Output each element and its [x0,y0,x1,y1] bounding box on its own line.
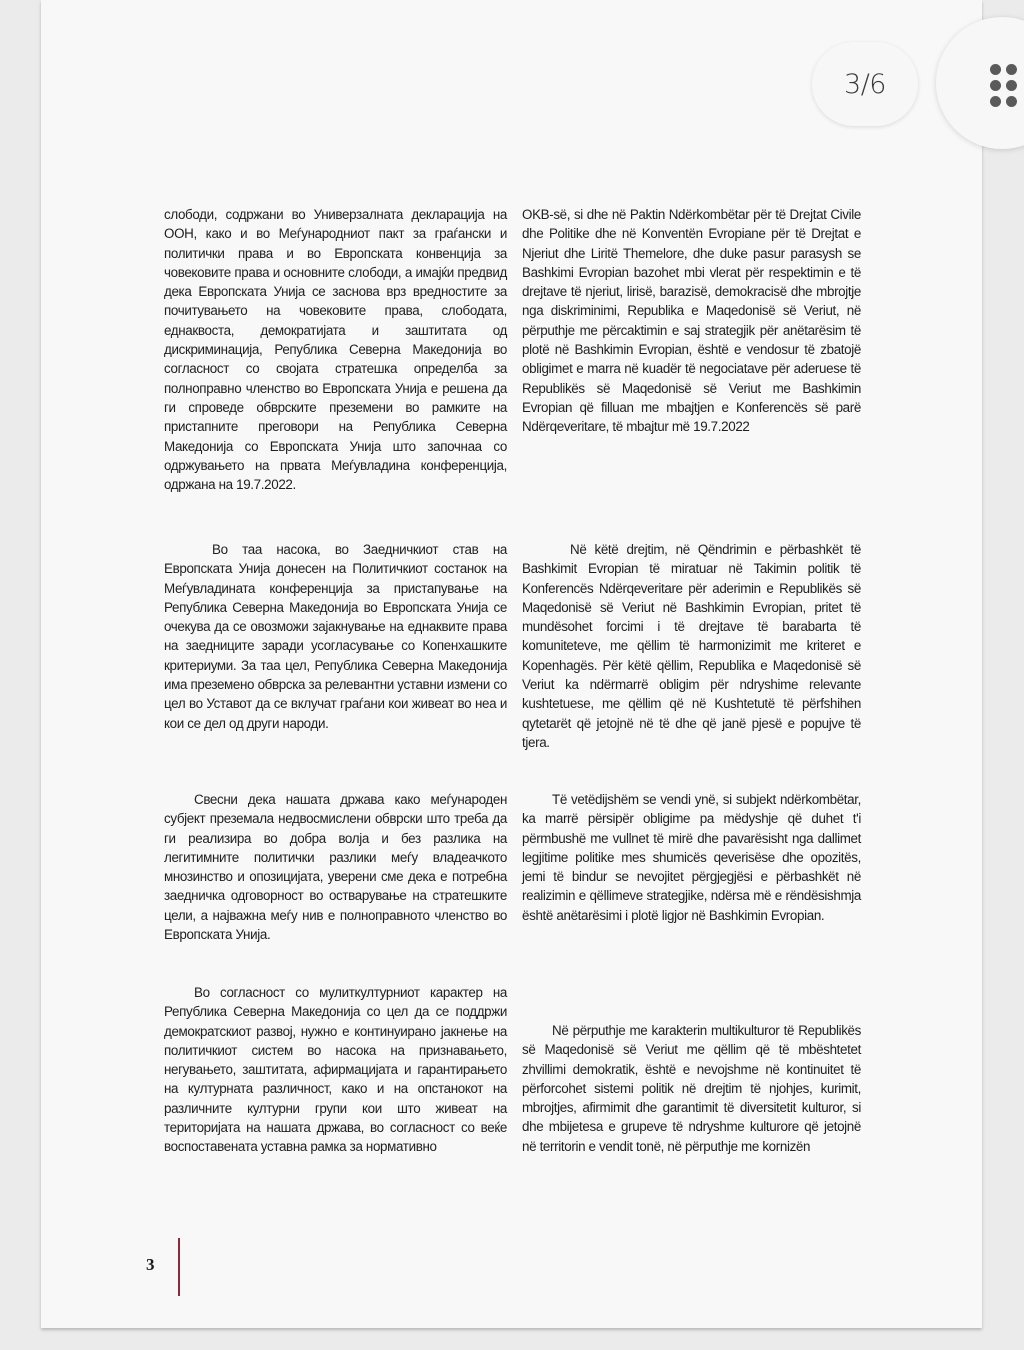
sq-paragraph-1: OKB-së, si dhe në Paktin Ndërkombëtar për të Drejtat Civile dhe Politike dhe në Konventën Evropiane për të Drejtat e Njeriut dhe Liritë Themelore, dhe duke pasur parasysh se Bashkimi Evropian bazohet mbi vlerat për respektimin e të drejtave të njeriut, lirisë, barazisë, demokracisë dhe mbrojtje nga diskriminimi, Republika e Maqedonisë së Veriut, në përputhje me përcaktimin e saj strategjik për anëtarësim të plotë në Bashkimin Evropian, është e vendosur të zbatojë obligimet e marra në kuadër të negociatave për aderuese të Republikës së Maqedonisë së Veriut me Bashkimin Evropian që filluan me mbajtjen e Konferencës së parë Ndërqeveritare, të mbajtur më 19.7.2022 [522,207,861,435]
mk-paragraph-1: слободи, содржани во Универзалната декларација на ООН, како и во Меѓународниот пакт за граѓански и политички права и во Европската конвенција за човековите права и основните слободи, а имајќи предвид дека Европската Унија се заснова врз вредностите за почитувањето на човековите права, слободата, еднаквоста, демократијата и заштитата од дискриминација, Република Северна Македонија во согласност со својата стратешка определба за полноправно членство во Европската Унија е решена да ги спроведе обврските преземени во рамките на пристапните преговори на Република Северна Македонија со Европската Унија што започнаа со одржувањето на првата Меѓувладина конференција, одржана на 19.7.2022. [164,207,507,493]
footer-divider [178,1238,180,1296]
mk-paragraph-4: Во согласност со мулиткултурниот карактер на Република Северна Македонија со цел да се поддржи демократскиот развој, нужно е континуирано јакнење на политичкиот систем во насока на признавањето, негувањето, заштитата, афирмацијата и гарантирањето на културната различност, како и на опстанокот на различните културни групи кои што живеат на територијата на нашата држава, во согласност со веќе воспоставената уставна рамка за нормативно [164,985,507,1155]
sq-paragraph-3: Të vetëdijshëm se vendi ynë, si subjekt ndërkombëtar, ka marrë përsipër obligime pa mëdyshje që duhet t'i përmbushë me vullnet të mirë dhe pavarësisht nga dallimet legjitime politike mes shumicës qeverisëse dhe opozitës, jemi të bindur se nevojitet përgjegjësi e përbashkët në realizimin e qëllimeve strategjike, ndërsa më e rëndësishmja është anëtarësimi i plotë ligjor në Bashkimin Evropian. [522,792,861,923]
dot [1006,64,1017,75]
sq-paragraph-2: Në këtë drejtim, në Qëndrimin e përbashkët të Bashkimit Evropian të miratuar në Takimin politik të Konferencës Ndërqeveritare për aderimin e Republikës së Maqedonisë së Veriut në Bashkimin Evropian, pritet të mundësohet forcimi i të drejtave të barabarta të komuniteteve, me qëllim të harmonizimit me kriteret e Kopenhagës. Për këtë qëllim, Republika e Maqedonisë së Veriut ka ndërmarrë obligim për ndryshime relevante kushtetuese, me qëllim që në Kushtetutë të përfshihen qytetarët që jetojnë në të dhe që janë pjesë e popujve të tjera. [522,542,861,750]
mk-paragraph-3: Свесни дека нашата држава како меѓународен субјект преземала недвосмислени обврски што треба да ги реализира во добра волја и без разлика на легитимните политички разлики меѓу владеачкото мнозинство и опозицијата, уверени сме дека е потребна заедничка одговорност во остварување на стратешките цели, а најважна меѓу нив е полноправното членство во Европската Унија. [164,792,507,943]
page-counter-text: 3/6 [844,68,886,100]
mk-paragraph-2: Во таа насока, во Заедничкиот став на Европската Унија донесен на Политичкиот состанок на Меѓувладината конференција за пристапување на Република Северна Македонија во Европската Унија се очекува да се овозможи зајакнување на еднаквите права на заедниците заради усогласување со Копенхашките критериуми. За таа цел, Република Северна Македонија има преземено обврска за релевантни уставни измени со цел во Уставот да се вклучат граѓани кои живеат во неа и кои се дел од други народи. [164,542,507,731]
grid-dots-icon [990,64,1017,107]
right-column-albanian [522,0,861,1200]
left-column-macedonian [164,0,507,1200]
dot [990,80,1001,91]
page-counter-badge[interactable] [812,42,918,126]
dot [990,96,1001,107]
page-number: 3 [146,1255,155,1274]
dot [1006,80,1017,91]
dot [990,64,1001,75]
sq-paragraph-4: Në përputhje me karakterin multikulturor të Republikës së Maqedonisë së Veriut me qëllim që të mbështetet zhvillimi demokratik, është e nevojshme në kontinuitet të përforcohet sistemi politik në drejtim të njohjes, kurimit, mbrojtjes, afirmimit dhe garantimit të diversitetit kulturor, si dhe mbijetesa e grupeve të ndryshme kulturore që jetojnë në territorin e vendit tonë, në përputhje me kornizën [522,1023,861,1154]
document-page [41,0,982,1328]
dot [1006,96,1017,107]
